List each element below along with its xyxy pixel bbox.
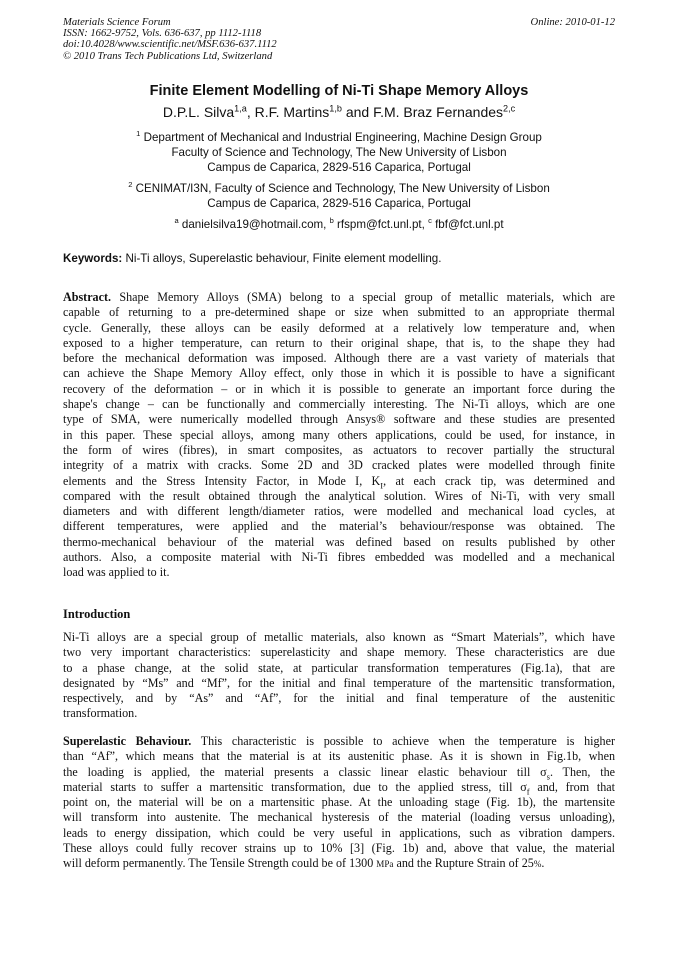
aff1-line: Campus de Caparica, 2829-516 Caparica, Portugal: [207, 161, 471, 174]
superelastic-label: Superelastic Behaviour.: [63, 734, 192, 748]
aff2-sup: 2: [128, 180, 133, 190]
abstract-line: load was applied to it.: [63, 565, 170, 580]
doi: doi:10.4028/www.scientific.net/MSF.636-637.1112: [63, 39, 277, 51]
abstract-line: diameters and with different length/diameter ratios, were modelled and mechanical load cycles, at: [63, 504, 615, 519]
abstract-line: different temperatures, were applied and the material’s behaviour/response was obtained. The: [63, 519, 615, 534]
abstract-line: in this paper. These special alloys, among many others applications, could be used, for instance, in: [63, 427, 615, 442]
author-2-sup: 1,b: [329, 103, 342, 114]
email-b-sup: b: [329, 216, 334, 226]
intro-line: respectively, and by “As” and “Af”, for the initial and final temperature of the austenitic: [63, 691, 615, 706]
superelastic-line: than “Af”, which means that the material is at its austenitic phase. As it is shown in Fig.1b, when: [63, 749, 615, 764]
author-sep: ,: [246, 104, 255, 120]
abstract-label: Abstract.: [63, 290, 112, 304]
author-3-sup: 2,c: [503, 103, 516, 114]
introduction-paragraph: [63, 630, 615, 722]
aff2-line: Campus de Caparica, 2829-516 Caparica, Portugal: [207, 197, 471, 210]
abstract-line: shape's change – can be functionally and commercially interesting. The Ni-Ti alloys, which are one: [63, 397, 615, 412]
abstract-line: thermo-mechanical behaviour of the material was defined based on results published by other: [63, 534, 615, 549]
aff1-sup: 1: [136, 129, 141, 139]
subscript: s: [546, 771, 550, 780]
journal-header: [63, 17, 615, 62]
author-1-sup: 1,a: [234, 103, 247, 114]
author-3: F.M. Braz Fernandes: [373, 104, 504, 120]
abstract-line: capable of returning to a pre-determined shape or size when submitted to an appropriate thermal: [63, 305, 615, 320]
author-1: D.P.L. Silva: [162, 104, 235, 120]
intro-line: two very important characteristics: superelasticity and shape memory. These characteristics are due: [63, 645, 615, 660]
superelastic-line: These alloys could fully recover strains up to 10% [3] (Fig. 1b) and, above that value, the material: [63, 841, 615, 856]
abstract-line: exposed to a higher temperature, can return to their original shape, that is, to the shape they had: [63, 335, 615, 350]
superelastic-line: the loading is applied, the material presents a classic linear elastic behaviour till $\sigma_s$. Then, the: [63, 764, 615, 780]
superelastic-line: material starts to suffer a martensitic transformation, due to the applied stress, till $\sigma_f$ and, from that: [63, 779, 615, 796]
paper-title: Finite Element Modelling of Ni-Ti Shape Memory Alloys: [149, 83, 529, 99]
email-b[interactable]: rfspm@fct.unl.pt,: [333, 218, 429, 231]
author-2: R.F. Martins: [254, 104, 330, 120]
keywords-label: Keywords:: [63, 252, 123, 265]
online-date: Online: 2010-01-12: [530, 17, 615, 28]
intro-line: Ni-Ti alloys are a special group of metallic materials, also known as “Smart Materials”, which have: [63, 630, 615, 644]
abstract-line: Abstract. Shape Memory Alloys (SMA) belong to a special group of metallic materials, which are: [63, 290, 615, 304]
abstract-line: authors. Also, a composite material with Ni-Ti fibres embedded was modelled and a mechanical: [63, 550, 615, 565]
superelastic-line: leads to energy dissipation, which could be very useful in applications, such as vibration dampers.: [63, 825, 615, 840]
journal-name: Materials Science Forum: [63, 17, 171, 28]
affiliation-1: [0, 130, 678, 175]
aff1-line: Department of Mechanical and Industrial Engineering, Machine Design Group: [140, 131, 542, 144]
keywords-text: Ni-Ti alloys, Superelastic behaviour, Finite element modelling.: [122, 252, 442, 265]
superelastic-line: Superelastic Behaviour. This characteristic is possible to achieve when the temperature is higher: [63, 734, 615, 748]
author-sep: and: [341, 104, 374, 120]
keywords: [63, 252, 615, 265]
subscript: f: [526, 786, 530, 796]
issn: ISSN: 1662-9752, Vols. 636-637, pp 1112-1118: [63, 28, 262, 40]
abstract-line: cycle. Generally, these alloys can be easily deformed at a relatively low temperature and, when: [63, 320, 615, 335]
superelastic-line: will transform into austenite. The mechanical hysteresis of the material (loading versus unloading),: [63, 810, 615, 825]
abstract-line: compared with the result obtained through the analytical solution. Wires of Ni-Ti, with very small: [63, 488, 615, 503]
abstract-line: integrity of a matrix with cracks. Some 2D and 3D cracked plates were modelled through finite: [63, 458, 615, 473]
unit: MPa: [376, 859, 394, 870]
email-a[interactable]: danielsilva19@hotmail.com,: [178, 218, 330, 231]
email-c-sup: c: [428, 216, 432, 226]
aff2-line: CENIMAT/I3N, Faculty of Science and Technology, The New University of Lisbon: [132, 182, 550, 195]
aff1-line: Faculty of Science and Technology, The New University of Lisbon: [171, 146, 507, 159]
intro-line: transformation.: [63, 706, 138, 721]
abstract-line: type of SMA, were numerically modelled through Ansys® software and these studies are presented: [63, 412, 615, 427]
abstract-line: elements and the Stress Intensity Factor, in Mode I, $K_I$, at each crack tip, was determined and: [63, 473, 615, 489]
section-heading-introduction: Introduction: [63, 607, 131, 621]
intro-line: to a phase change, at the solid state, at particular transformation temperatures (Fig.1a), that are: [63, 660, 615, 675]
copyright: © 2010 Trans Tech Publications Ltd, Switzerland: [63, 50, 273, 62]
abstract-line: can achieve the Shape Memory Alloy effect, only those in which it is possible to have a significant: [63, 366, 615, 381]
subscript: I: [380, 479, 384, 489]
unit: %: [533, 859, 542, 870]
email-c[interactable]: fbf@fct.unl.pt: [431, 218, 504, 231]
email-a-sup: a: [174, 216, 179, 226]
intro-line: designated by “Ms” and “Mf”, for the initial and final temperature of the martensitic transformation,: [63, 675, 615, 690]
affiliation-2: [0, 181, 678, 211]
abstract: [63, 290, 615, 581]
superelastic-line: point on, the material will be on a martensitic phase. At the unloading stage (Fig. 1b), the martensite: [63, 795, 615, 810]
email-line: [0, 217, 678, 232]
author-list: [0, 104, 678, 120]
abstract-line: recovery of the deformation – or in which it is possible to generate an important force during the: [63, 381, 615, 396]
abstract-line: before the mechanical deformation was imposed. Although there are a vast variety of materials that: [63, 351, 615, 366]
superelastic-paragraph: [63, 734, 615, 872]
superelastic-line: will deform permanently. The Tensile Strength could be of 1300 MPa and the Rupture Strain of 25%.: [63, 856, 545, 871]
abstract-line: the form of wires (fibres), in smart composites, as actuators to recover partially the structural: [63, 442, 615, 457]
